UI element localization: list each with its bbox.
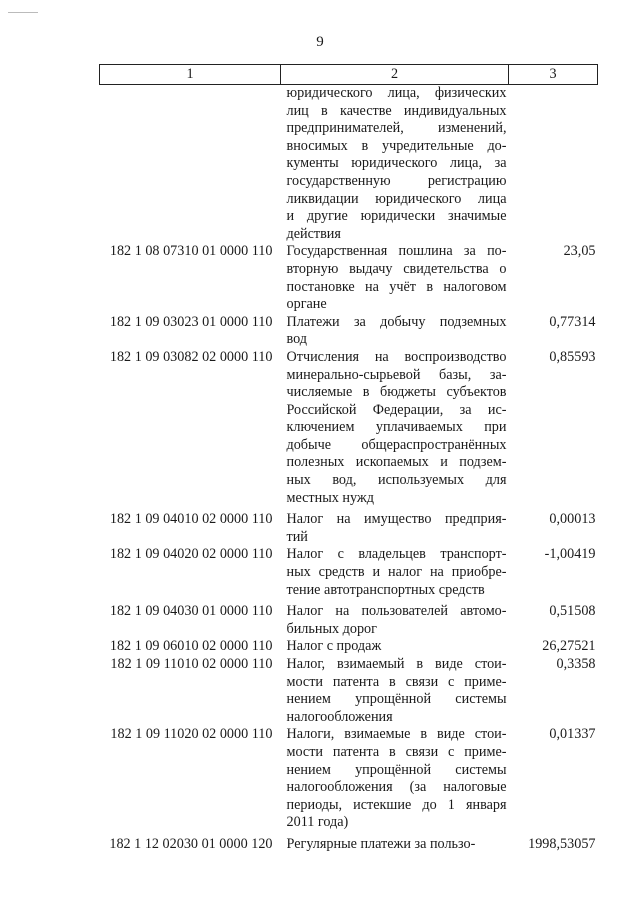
revenue-description [281,603,509,638]
description-line: лиц в качестве индивидуальных [286,102,507,119]
revenue-amount: 1998,53057 [528,835,596,852]
description-line: и другие юридически значимые [286,208,507,225]
description-line: бильных дорог [286,620,377,637]
table-row [100,314,598,349]
description-line: Российской Федерации, за ис- [286,401,507,418]
revenue-amount: 0,77314 [549,313,596,330]
description-line: Налог с владельцев транспорт- [286,546,507,563]
column-header-1: 1 [100,65,281,85]
description-line: юридического лица, физических [286,85,507,101]
revenue-code: 182 1 09 11010 02 0000 110 [110,656,273,672]
description-line: добыче общераспространённых [286,436,507,453]
table-row [100,546,598,603]
table-row [100,603,598,638]
revenue-code: 182 1 09 11020 02 0000 110 [110,726,273,743]
corner-mark [8,12,38,13]
column-header-3: 3 [509,65,598,85]
revenue-description [281,726,509,836]
description-line: ных средств и налог на приобре- [286,564,507,581]
description-line: Налог на имущество предприя- [286,511,507,528]
description-line: полезных ископаемых и подзем- [286,454,507,471]
description-line: вод [286,331,308,348]
revenue-amount: -1,00419 [544,546,596,563]
description-line: 2011 года) [286,814,349,831]
revenue-description [281,349,509,511]
revenue-code: 182 1 09 04020 02 0000 110 [109,546,273,563]
revenue-amount: 0,01337 [549,726,596,743]
table-row [100,349,598,511]
revenue-code: 182 1 09 03082 02 0000 110 [109,348,273,365]
revenue-amount: 0,85593 [549,348,596,365]
description-line: Налог, взимаемый в виде стои- [286,656,507,672]
description-line: нением упрощённой системы [286,761,507,778]
revenue-code [100,85,281,244]
page-number: 9 [316,34,324,50]
revenue-amount [509,85,598,244]
description-line: числяемые в бюджеты субъектов [286,384,507,401]
revenue-amount: 0,51508 [549,603,596,620]
description-line: Регулярные платежи за пользо- [286,835,476,852]
revenue-description [281,638,509,656]
description-line: вторную выдачу свидетельства о [286,260,507,277]
revenue-description [281,314,509,349]
table-row [100,656,598,726]
table-row [100,836,598,854]
table-row [100,85,598,244]
description-line: ных вод, используемых для [286,472,507,489]
revenue-amount: 23,05 [563,243,596,260]
description-line: налогообложения [286,708,393,725]
description-line: периоды, истекшие до 1 января [286,796,507,813]
table-header-row [100,65,598,85]
description-line: ликвидации юридического лица [286,190,507,207]
description-line: тий [286,528,308,545]
description-line: Налоги, взимаемые в виде стои- [286,726,507,743]
description-line: Платежи за добычу подземных [286,313,507,330]
revenue-code: 182 1 08 07310 01 0000 110 [109,243,273,260]
revenue-amount: 0,00013 [549,511,596,528]
description-line: нением упрощённой системы [286,691,507,708]
description-line: Налог на пользователей автомо- [286,603,507,620]
description-line: органе [286,296,327,313]
description-line: Государственная пошлина за по- [286,243,507,260]
description-line: действия [286,225,341,242]
revenue-amount: 26,27521 [542,638,596,655]
revenue-description [281,85,509,244]
revenue-table [99,64,598,854]
revenue-description [281,546,509,603]
description-line: мости патента в связи с приме- [286,743,507,760]
table-row [100,726,598,836]
description-line: Налог с продаж [286,638,382,655]
revenue-code: 182 1 12 02030 01 0000 120 [109,835,273,852]
revenue-description [281,656,509,726]
description-line: Отчисления на воспроизводство [286,348,507,365]
description-line: государственную регистрацию [286,172,507,189]
revenue-amount: 0,3358 [556,656,596,672]
description-line: постановке на учёт в налоговом [286,278,507,295]
description-line: мости патента в связи с приме- [286,673,507,690]
revenue-description [281,243,509,313]
description-line: предпринимателей, изменений, [286,120,507,137]
column-header-2: 2 [281,65,509,85]
description-line: вносимых в учредительные до- [286,137,507,154]
description-line: местных нужд [286,489,374,506]
table-row [100,638,598,656]
revenue-code: 182 1 09 04010 02 0000 110 [109,511,273,528]
revenue-description [281,511,509,546]
table-row [100,243,598,313]
revenue-description [281,836,509,854]
revenue-code: 182 1 09 06010 02 0000 110 [109,638,273,655]
description-line: налогообложения (за налоговые [286,779,507,796]
description-line: ключением уплачиваемых при [286,419,507,436]
description-line: кументы юридического лица, за [286,155,507,172]
description-line: тение автотранспортных средств [286,581,485,598]
revenue-code: 182 1 09 03023 01 0000 110 [109,313,273,330]
revenue-code: 182 1 09 04030 01 0000 110 [109,603,273,620]
description-line: минерально-сырьевой базы, за- [286,366,507,383]
table-row [100,511,598,546]
